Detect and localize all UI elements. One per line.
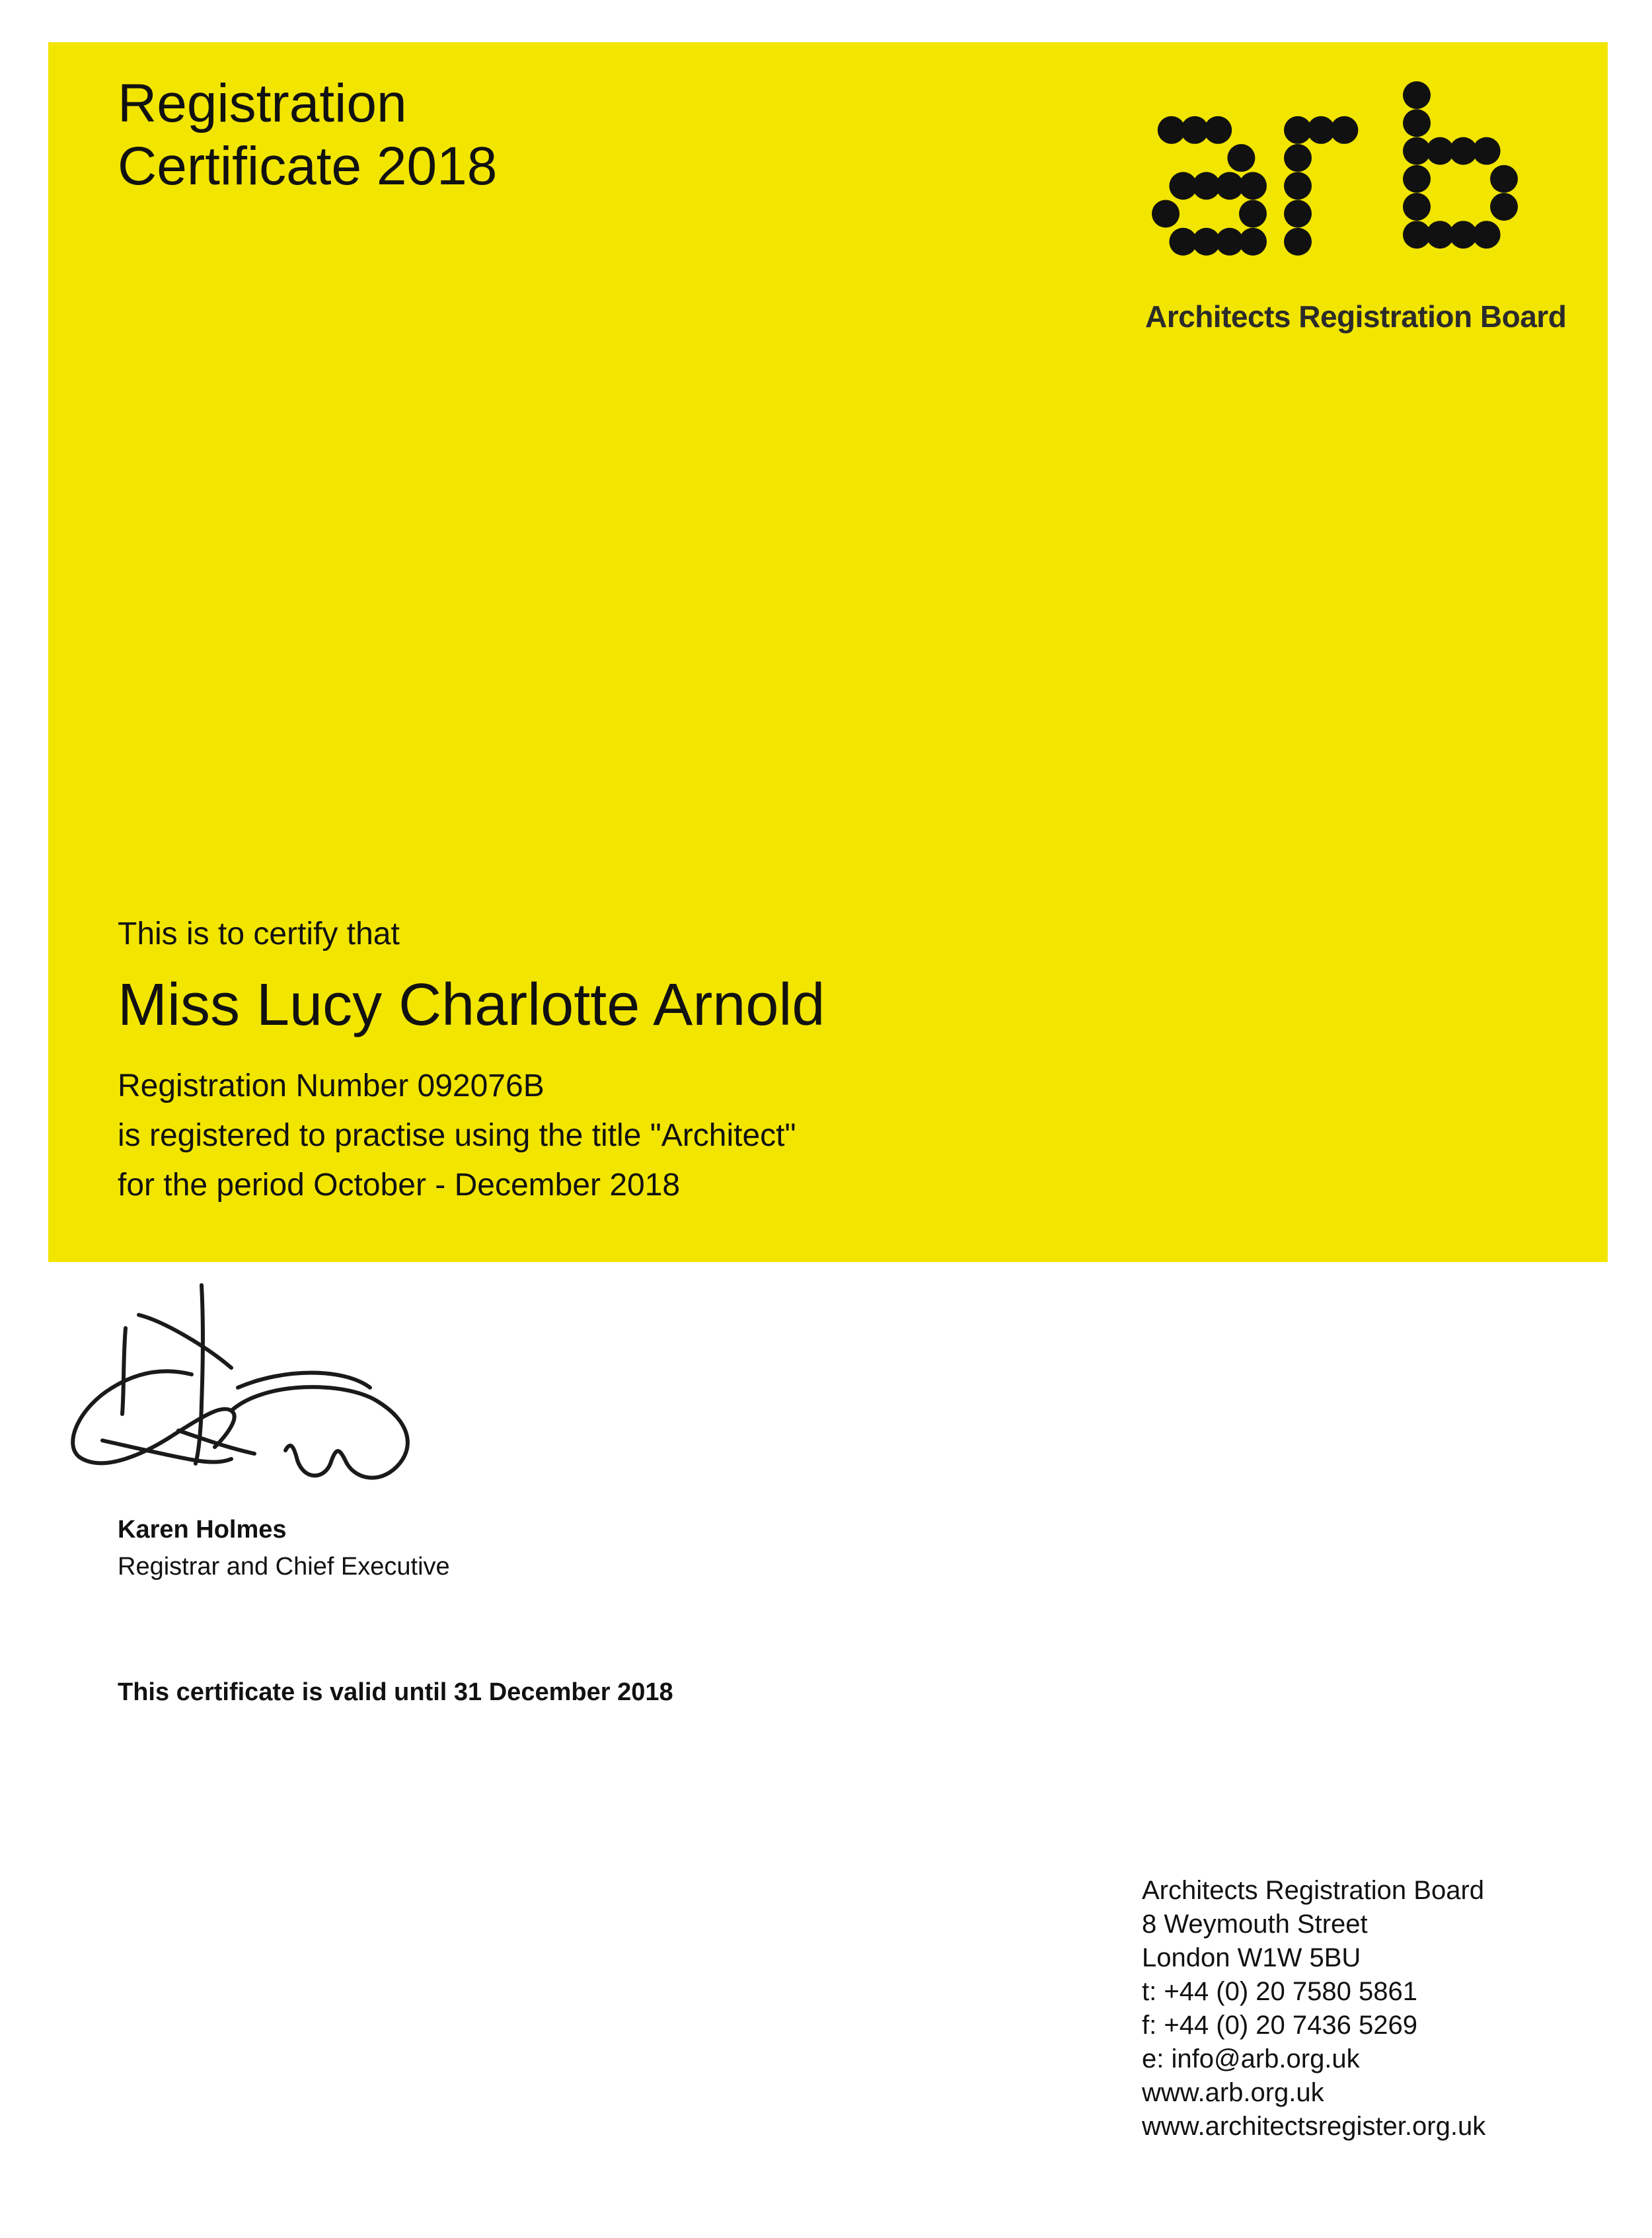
logo-dot: [1490, 193, 1518, 221]
logo-dot: [1473, 221, 1501, 248]
logo-dot: [1284, 172, 1312, 200]
logo-dot: [1152, 200, 1180, 228]
logo-dot: [1239, 172, 1267, 200]
certificate-panel: [48, 42, 1608, 1262]
signatory-role: Registrar and Chief Executive: [118, 1553, 450, 1581]
registration-details: [118, 1061, 1175, 1210]
address-email: e: info@arb.org.uk: [1142, 2044, 1360, 2073]
signatory-name: Karen Holmes: [118, 1516, 287, 1544]
registration-period: for the period October - December 2018: [118, 1168, 681, 1203]
address-telephone: t: +44 (0) 20 7580 5861: [1142, 1977, 1417, 2006]
logo-dot: [1284, 228, 1312, 256]
logo-dot: [1473, 137, 1501, 165]
address-fax: f: +44 (0) 20 7436 5269: [1142, 2011, 1417, 2040]
address-organisation: Architects Registration Board: [1142, 1876, 1485, 1905]
certificate-title: [118, 72, 497, 198]
logo-dot: [1239, 200, 1267, 228]
logo-dot: [1403, 81, 1431, 109]
logo-dot: [1204, 116, 1232, 144]
certify-block: [118, 914, 1175, 1210]
address-website: www.arb.org.uk: [1142, 2078, 1324, 2107]
certify-intro: This is to certify that: [118, 916, 400, 951]
address-register-website: www.architectsregister.org.uk: [1142, 2112, 1486, 2141]
logo-dot: [1284, 200, 1312, 228]
logo-dot: [1490, 165, 1518, 193]
address-street: 8 Weymouth Street: [1142, 1910, 1368, 1939]
logo-dot: [1239, 228, 1267, 256]
certificate-title-line1: Registration: [118, 73, 407, 133]
logo-dot: [1403, 109, 1431, 137]
validity-statement: This certificate is valid until 31 December 2018: [118, 1678, 673, 1706]
signature-image: [66, 1282, 436, 1500]
signatory: [118, 1513, 450, 1587]
holder-name: Miss Lucy Charlotte Arnold: [118, 972, 825, 1038]
certificate-title-line2: Certificate 2018: [118, 136, 498, 196]
logo-dot: [1330, 116, 1358, 144]
arb-dot-logo-icon: [1145, 69, 1542, 280]
logo-dot: [1227, 144, 1255, 172]
registration-number: Registration Number 092076B: [118, 1068, 544, 1103]
logo-dot: [1403, 165, 1431, 193]
logo-dot: [1403, 193, 1431, 221]
logo-dot: [1284, 144, 1312, 172]
logo-caption: Architects Registration Board: [1145, 299, 1567, 334]
address-city: London W1W 5BU: [1142, 1943, 1361, 1972]
registration-statement: is registered to practise using the title "Architect": [118, 1118, 796, 1153]
contact-address: [1142, 1874, 1485, 2144]
arb-logo: [1145, 69, 1595, 346]
